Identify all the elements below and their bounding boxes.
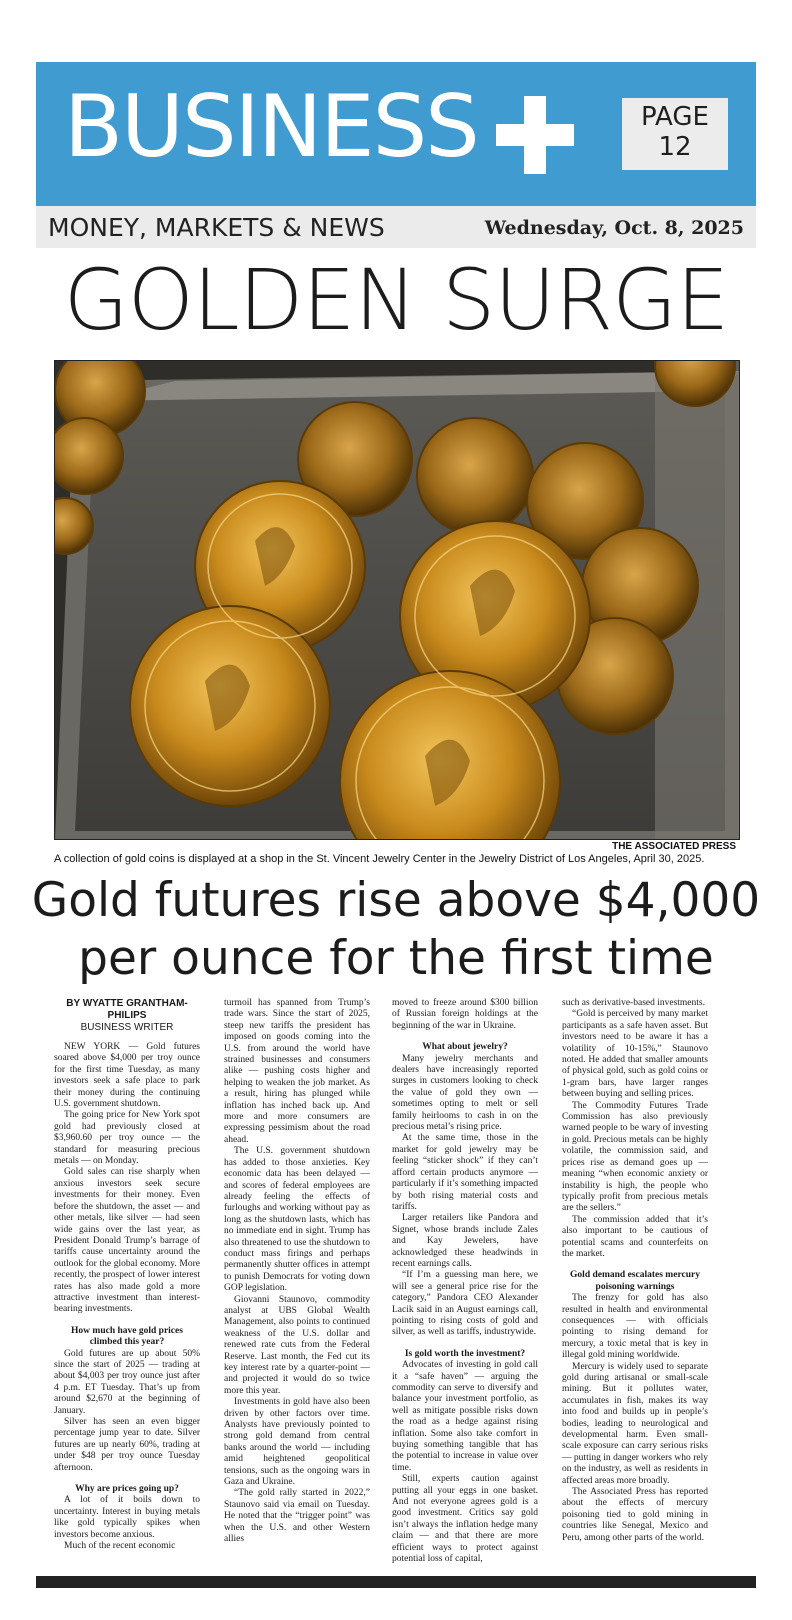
subheading: Gold demand escalates mercury poisoning warnings — [570, 1270, 700, 1292]
masthead-title: BUSINESS — [64, 77, 478, 177]
paragraph: moved to freeze around $300 billion of Russian foreign holdings at the beginning of the war in Ukraine. — [392, 998, 538, 1031]
article-column-4 — [562, 998, 708, 1544]
paragraph: The Associated Press has reported about the effects of mercury poisoning tied to gold mining in countries like Senegal, Mexico and Peru, among other parts of the world. — [562, 1487, 708, 1543]
issue-date: Wednesday, Oct. 8, 2025 — [484, 217, 744, 239]
paragraph: Gold futures are up about 50% since the start of 2025 — trading at about $4,003 per troy ounce just after 4 p.m. ET Tuesday. That’s up from around $2,670 at the beginning of January. — [54, 1348, 200, 1416]
photo-credit: THE ASSOCIATED PRESS — [612, 841, 736, 852]
paragraph: Giovanni Staunovo, commodity analyst at UBS Global Wealth Management, also points to continued weakness of the U.S. dollar and renewed rate cuts from the Federal Reserve. Last month, the Fed cut its key interest rate by a quarter-point — and projected it would do so twice more this year. — [224, 1294, 370, 1396]
footer-rule — [36, 1576, 756, 1588]
section-bar — [36, 206, 756, 248]
paragraph: The frenzy for gold has also resulted in health and environmental consequences — with officials pointing to rising demand for mercury, a toxic metal that is key in illegal gold mining worldwide. — [562, 1293, 708, 1361]
paragraph: The Commodity Futures Trade Commission has also previously warned people to be wary of investing in gold. Precious metals can be highly volatile, the commission said, and prices rise as demand goes up — meaning “when economic anxiety or instability is high, the people who typically profit from precious metals are the sellers.” — [562, 1100, 708, 1214]
paragraph: Mercury is widely used to separate gold during artisanal or small-scale mining. But it pollutes water, accumulates in fish, makes its way into food and builds up in people’s bodies, leading to neurological and developmental harm. Even small-scale exposure can carry serious risks — putting in danger workers who rely on the industry, as well as residents in affected areas more broadly. — [562, 1361, 708, 1486]
paragraph: Many jewelry merchants and dealers have increasingly reported surges in customers looking to check the value of gold they own — sometimes opting to melt or sell family heirlooms to cash in on the precious metal’s rising price. — [392, 1053, 538, 1133]
paragraph: Investments in gold have also been driven by other factors over time. Analysts have previously pointed to strong gold demand from central banks around the world — including amid heightened geopolitical tensions, such as the ongoing wars in Gaza and Ukraine. — [224, 1397, 370, 1488]
subheading: What about jewelry? — [422, 1042, 508, 1053]
page-number-box — [622, 98, 728, 170]
page-headline: GOLDEN SURGE — [63, 251, 729, 349]
paragraph: The U.S. government shutdown has added to those anxieties. Key economic data has been delayed — and scores of federal employees are already feeling the effects of furloughs and working without pay as long as the shutdown lasts, which has no immediate end in sight. Trump has also threatened to use the shutdown to conduct mass firings and perhaps permanently shutter offices in attempt to punish Democrats for voting down GOP legislation. — [224, 1146, 370, 1294]
plus-icon — [496, 96, 574, 174]
paragraph: Still, experts caution against putting all your eggs in one basket. And not everyone agrees gold is a good investment. Critics say gold isn’t always the inflation hedge many claim — and that there are more efficient ways to protect against potential loss of capital, — [392, 1474, 538, 1565]
paragraph: NEW YORK — Gold futures soared above $4,000 per troy ounce for the first time Tuesday, as many investors seek a safe place to park their money during the continuing U.S. government shutdown. — [54, 1042, 200, 1110]
article-column-2 — [224, 998, 370, 1546]
paragraph: “Gold is perceived by many market participants as a safe haven asset. But investors need to be aware it has a volatility of 10-15%,” Staunovo noted. He added that smaller amounts of physical gold, such as gold coins or 1-gram bars, have larger ranges between buying and selling prices. — [562, 1009, 708, 1100]
paragraph: The commission added that it’s also important to be cautious of potential scams and counterfeits on the market. — [562, 1214, 708, 1259]
paragraph: “If I’m a guessing man here, we will see a general price rise for the category,” Pandora CEO Alexander Lacik said in an August earnings call, pointing to rising costs of gold and silver, as well as tariffs, industrywide. — [392, 1270, 538, 1338]
photo-caption: A collection of gold coins is displayed at a shop in the St. Vincent Jewelry Center in the Jewelry District of Los Angeles, April 30, 2025. — [54, 853, 705, 865]
byline: BY WYATTE GRANTHAM-PHILIPS — [66, 998, 188, 1021]
paragraph: Much of the recent economic — [64, 1541, 176, 1552]
paragraph: “The gold rally started in 2022,” Staunovo said via email on Tuesday. He noted that the “trigger point” was when the U.S. and other Western allies — [224, 1488, 370, 1545]
page-label: PAGE — [641, 102, 709, 132]
paragraph: A lot of it boils down to uncertainty. Interest in buying metals like gold typically spikes when investors become anxious. — [54, 1495, 200, 1540]
article-column-1 — [54, 998, 200, 1552]
paragraph: turmoil has spanned from Trump’s trade wars. Since the start of 2025, steep new tariffs the president has imposed on goods coming into the U.S. from around the world have strained businesses and consumers alike — pushing costs higher and helping to weaken the job market. As a result, hiring has plunged while inflation has inched back up. And more and more consumers are expressing pessimism about the road ahead. — [224, 998, 370, 1145]
masthead-banner — [36, 62, 756, 206]
gold-coins-illustration — [55, 361, 739, 839]
paragraph: Advocates of investing in gold call it a “safe haven” — arguing the commodity can serve to diversify and balance your investment portfolio, as well as mitigate possible risks down the road as a hedge against rising inflation. Some also take comfort in buying something tangible that has the potential to increase in value over time. — [392, 1360, 538, 1473]
paragraph: At the same time, those in the market for gold jewelry may be feeling “sticker shock” if they can’t afford certain products anymore — particularly if it’s something impacted by both rising material costs and tariffs. — [392, 1133, 538, 1212]
gold-coins-photo — [54, 360, 740, 840]
section-title: MONEY, MARKETS & NEWS — [48, 213, 385, 242]
byline-role: BUSINESS WRITER — [80, 1022, 174, 1033]
subheading: Why are prices going up? — [75, 1484, 179, 1495]
article-column-3 — [392, 998, 538, 1566]
subheading: How much have gold prices climbed this year? — [71, 1325, 183, 1348]
paragraph: Larger retailers like Pandora and Signet, whose brands include Zales and Kay Jewelers, have acknowledged these headwinds in recent earnings calls. — [392, 1213, 538, 1269]
paragraph: such as derivative-based investments. — [562, 998, 705, 1008]
paragraph: Silver has seen an even bigger percentage jump year to date. Silver futures are up nearly 60%, trading at under $48 per troy ounce Tuesday afternoon. — [54, 1417, 200, 1473]
paragraph: The going price for New York spot gold had previously closed at $3,960.60 per troy ounce — the standard for measuring precious metals — on Monday. — [54, 1110, 200, 1167]
page-number: 12 — [658, 132, 692, 162]
story-headline: Gold futures rise above $4,000 per ounce for the first time — [31, 873, 761, 986]
paragraph: Gold sales can rise sharply when anxious investors seek secure investments for their money. Even before the shutdown, the asset — and other metals, like silver — had seen wide gains over the last year, as President Donald Trump’s barrage of tariffs cause uncertainty around the outlook for the global economy. More recently, the prospect of lower interest rates has also made gold a more attractive investment than interest-bearing investments. — [54, 1167, 200, 1315]
subheading: Is gold worth the investment? — [404, 1348, 526, 1359]
